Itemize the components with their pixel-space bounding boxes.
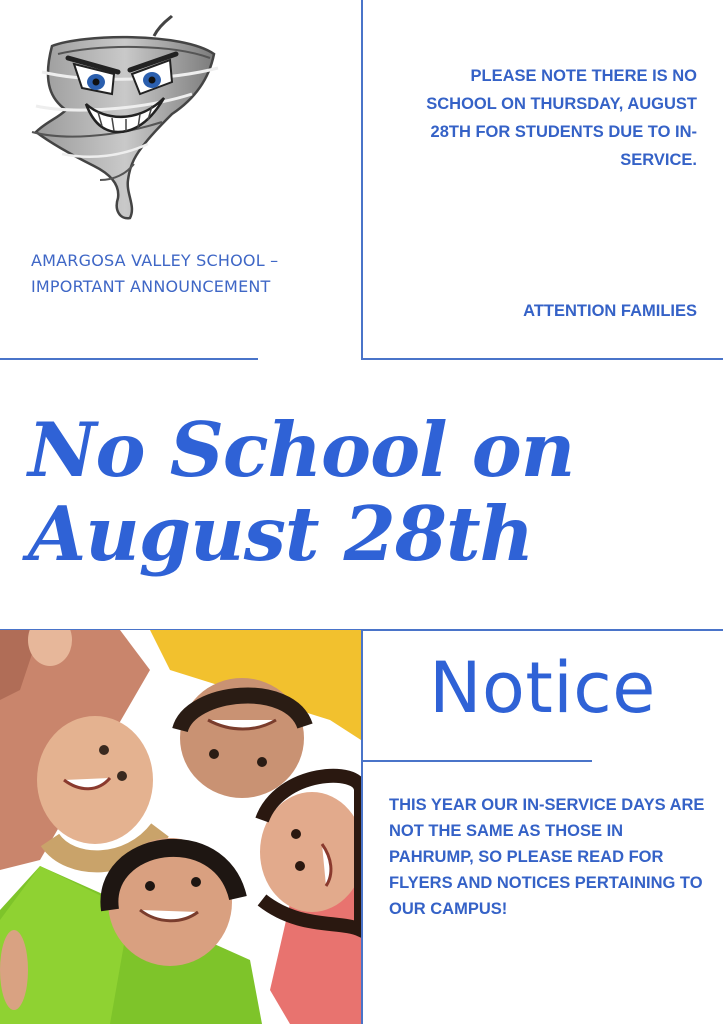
attention-families-label: ATTENTION FAMILIES	[523, 302, 697, 320]
no-school-note: PLEASE NOTE THERE IS NO SCHOOL ON THURSDAY, AUGUST 28TH FOR STUDENTS DUE TO IN-SERVICE.	[426, 67, 697, 169]
students-circle-photo	[0, 630, 361, 1024]
notice-underline	[362, 760, 592, 762]
notice-title: Notice	[429, 647, 656, 729]
top-left-underline	[0, 358, 258, 360]
headline: No School on August 28th	[28, 406, 575, 578]
tornado-mascot-icon	[22, 14, 227, 226]
top-vertical-divider	[361, 0, 363, 359]
school-name: AMARGOSA VALLEY SCHOOL – IMPORTANT ANNOUNCEMENT	[31, 251, 279, 296]
top-right-underline	[361, 358, 723, 360]
notice-body: THIS YEAR OUR IN-SERVICE DAYS ARE NOT THE SAME AS THOSE IN PAHRUMP, SO PLEASE READ FOR FLYERS AND NOTICES PERTAINING TO OUR CAMPUS!	[389, 796, 705, 918]
